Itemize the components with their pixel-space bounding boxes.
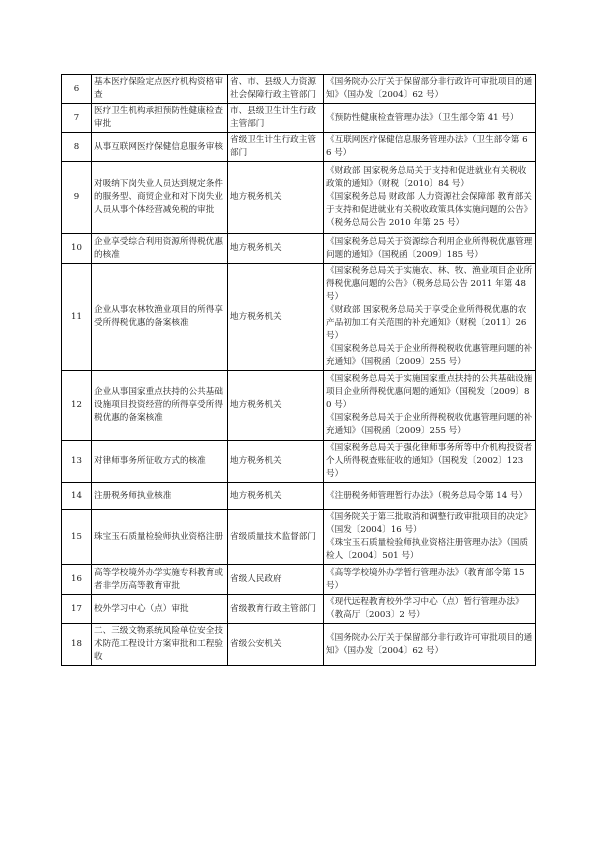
- implementing-department-cell: 地方税务机关: [228, 483, 324, 510]
- legal-basis-text: 《现代远程教育校外学习中心（点）暂行管理办法》（教高厅〔2003〕2 号）: [326, 597, 524, 620]
- approval-items-table: [61, 74, 536, 666]
- table-row: [62, 162, 536, 234]
- legal-basis-cell: [324, 104, 536, 133]
- approval-item-cell: 基本医疗保险定点医疗机构资格审查: [92, 75, 228, 104]
- legal-basis-text: 《注册税务师管理暂行办法》（税务总局令第 14 号）: [326, 490, 528, 501]
- legal-basis-text: 《财政部 国家税务总局关于享受企业所得税优惠的农产品初加工有关范围的补充通知》（财税〔2011〕26 号）: [326, 305, 527, 341]
- implementing-department-cell: 地方税务机关: [228, 264, 324, 371]
- approval-item-cell: 珠宝玉石质量检验师执业资格注册: [92, 510, 228, 565]
- legal-basis-text: 《国务院办公厅关于保留部分非行政许可审批项目的通知》（国办发〔2004〕62 号）: [326, 632, 533, 656]
- implementing-department-cell: 市、县级卫生计生行政主管部门: [228, 104, 324, 133]
- row-number-cell: 7: [62, 104, 92, 133]
- approval-item-cell: 注册税务师执业核准: [92, 483, 228, 510]
- implementing-department-cell: 地方税务机关: [228, 441, 324, 483]
- row-number-cell: 14: [62, 483, 92, 510]
- row-number-cell: 18: [62, 624, 92, 666]
- approval-item-cell: 企业从事农林牧渔业项目的所得享受所得税优惠的备案核准: [92, 264, 228, 371]
- row-number-cell: 15: [62, 510, 92, 565]
- legal-basis-text: 《国家税务总局关于资源综合利用企业所得税优惠管理问题的通知》（国税函〔2009〕185 号）: [326, 236, 533, 260]
- legal-basis-cell: [324, 133, 536, 162]
- legal-basis-text: 《珠宝玉石质量检验师执业资格注册管理办法》（国质检人〔2004〕501 号）: [326, 538, 528, 561]
- implementing-department-cell: 省、市、县级人力资源社会保障行政主管部门: [228, 75, 324, 104]
- legal-basis-text: 《预防性健康检查管理办法》（卫生部令第 41 号）: [326, 112, 519, 123]
- approval-item-cell: 对吸纳下岗失业人员达到规定条件的服务型、商贸企业和对下岗失业人员从事个体经营减免税的审批: [92, 162, 228, 234]
- implementing-department-cell: 省级人民政府: [228, 565, 324, 595]
- approval-item-cell: 校外学习中心（点）审批: [92, 595, 228, 624]
- legal-basis-cell: [324, 565, 536, 595]
- table-row: [62, 565, 536, 595]
- legal-basis-text: 《国家税务总局关于强化律师事务所等中介机构投资者个人所得税查账征收的通知》（国税发〔2002〕123 号）: [326, 443, 533, 479]
- table-row: [62, 624, 536, 666]
- row-number-cell: 10: [62, 234, 92, 264]
- table-row: [62, 595, 536, 624]
- legal-basis-text: 《国家税务总局关于实施农、林、牧、渔业项目企业所得税优惠问题的公告》（税务总局公告 2011 年第 48 号）: [326, 266, 533, 302]
- approval-item-cell: 企业从事国家重点扶持的公共基础设施项目投资经营的所得享受所得税优惠的备案核准: [92, 371, 228, 441]
- row-number-cell: 6: [62, 75, 92, 104]
- legal-basis-cell: [324, 624, 536, 666]
- legal-basis-cell: [324, 510, 536, 565]
- legal-basis-cell: [324, 441, 536, 483]
- legal-basis-cell: [324, 162, 536, 234]
- row-number-cell: 8: [62, 133, 92, 162]
- table-row: [62, 483, 536, 510]
- table-row: [62, 441, 536, 483]
- implementing-department-cell: 地方税务机关: [228, 371, 324, 441]
- implementing-department-cell: 省级教育行政主管部门: [228, 595, 324, 624]
- implementing-department-cell: 地方税务机关: [228, 162, 324, 234]
- table-row: [62, 264, 536, 371]
- implementing-department-cell: 省级质量技术监督部门: [228, 510, 324, 565]
- approval-item-cell: 医疗卫生机构承担预防性健康检查审批: [92, 104, 228, 133]
- approval-item-cell: 二、三级文物系统风险单位安全技术防范工程设计方案审批和工程验收: [92, 624, 228, 666]
- legal-basis-text: 《互联网医疗保健信息服务管理办法》（卫生部令第 66 号）: [326, 135, 528, 158]
- implementing-department-cell: 省级卫生计生行政主管部门: [228, 133, 324, 162]
- legal-basis-text: 《国家税务总局关于企业所得税税收优惠管理问题的补充通知》（国税函〔2009〕255 号）: [326, 344, 533, 367]
- approval-item-cell: 从事互联网医疗保健信息服务审核: [92, 133, 228, 162]
- approval-item-cell: 企业享受综合利用资源所得税优惠的核准: [92, 234, 228, 264]
- legal-basis-cell: [324, 75, 536, 104]
- row-number-cell: 13: [62, 441, 92, 483]
- row-number-cell: 9: [62, 162, 92, 234]
- table-row: [62, 234, 536, 264]
- legal-basis-cell: [324, 264, 536, 371]
- row-number-cell: 12: [62, 371, 92, 441]
- legal-basis-cell: [324, 371, 536, 441]
- legal-basis-cell: [324, 483, 536, 510]
- table-row: [62, 75, 536, 104]
- row-number-cell: 16: [62, 565, 92, 595]
- row-number-cell: 11: [62, 264, 92, 371]
- row-number-cell: 17: [62, 595, 92, 624]
- table-row: [62, 510, 536, 565]
- table-row: [62, 133, 536, 162]
- legal-basis-text: 《高等学校境外办学暂行管理办法》（教育部令第 15 号）: [326, 567, 525, 591]
- legal-basis-text: 《财政部 国家税务总局关于支持和促进就业有关税收政策的通知》（财税〔2010〕84 号）: [326, 166, 527, 189]
- table-row: [62, 104, 536, 133]
- implementing-department-cell: 省级公安机关: [228, 624, 324, 666]
- legal-basis-text: 《国家税务总局关于实施国家重点扶持的公共基础设施项目企业所得税优惠问题的通知》（国税发〔2009〕80 号）: [326, 374, 533, 410]
- approval-item-cell: 对律师事务所征收方式的核准: [92, 441, 228, 483]
- legal-basis-text: 《国家税务总局关于企业所得税税收优惠管理问题的补充通知》（国税函〔2009〕255 号）: [326, 413, 533, 436]
- table-row: [62, 371, 536, 441]
- legal-basis-text: 《国务院关于第三批取消和调整行政审批项目的决定》（国发〔2004〕16 号）: [326, 512, 533, 535]
- legal-basis-text: 《国家税务总局 财政部 人力资源社会保障部 教育部关于支持和促进就业有关税收政策具体实施问题的公告》（税务总局公告 2010 年第 25 号）: [326, 192, 533, 228]
- legal-basis-text: 《国务院办公厅关于保留部分非行政许可审批项目的通知》（国办发〔2004〕62 号）: [326, 77, 533, 100]
- legal-basis-cell: [324, 595, 536, 624]
- implementing-department-cell: 地方税务机关: [228, 234, 324, 264]
- approval-item-cell: 高等学校境外办学实施专科教育或者非学历高等教育审批: [92, 565, 228, 595]
- legal-basis-cell: [324, 234, 536, 264]
